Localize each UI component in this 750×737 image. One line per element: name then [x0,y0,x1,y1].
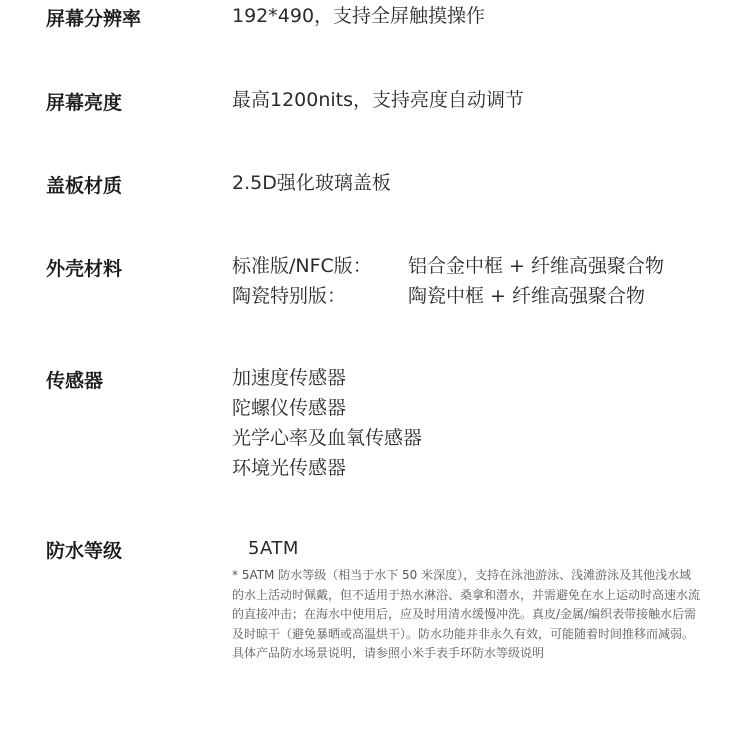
sensor-item: 光学心率及血氧传感器 [232,427,423,449]
shell-line-standard [232,251,664,281]
shell-tag-ceramic: 陶瓷特别版： [232,285,347,307]
spec-value-brightness: 最高1200nits，支持亮度自动调节 [232,89,525,111]
sensor-item: 加速度传感器 [232,367,347,389]
spec-value-sensors [232,363,422,483]
spec-value-resolution: 192*490，支持全屏触摸操作 [232,5,486,27]
spec-value-shell [232,251,664,311]
shell-value-standard: 铝合金中框 + 纤维高强聚合物 [408,255,664,277]
spec-value-cover: 2.5D强化玻璃盖板 [232,172,391,194]
spec-label-resolution: 屏幕分辨率 [46,8,142,30]
spec-label-shell: 外壳材料 [46,258,123,280]
spec-label-brightness: 屏幕亮度 [46,92,123,114]
sensor-item: 陀螺仪传感器 [232,397,347,419]
shell-value-ceramic: 陶瓷中框 + 纤维高强聚合物 [408,285,645,307]
waterproof-footnote: * 5ATM 防水等级（相当于水下 50 米深度），支持在泳池游泳、浅滩游泳及其他浅水域的水上活动时佩戴，但不适用于热水淋浴、桑拿和潜水，并需避免在水上运动时高速水流的直接冲击；在海水中使用后，应及时用清水缓慢冲洗。真皮/金属/编织表带接触水后需及时晾干（避免暴晒或高温烘干）。防水功能并非永久有效，可能随着时间推移而减弱。具体产品防水场景说明，请参照小米手表手环防水等级说明 [232,568,701,660]
shell-tag-standard: 标准版/NFC版： [232,255,372,277]
spec-value-waterproof: 5ATM [248,538,299,559]
spec-label-sensors: 传感器 [46,370,104,392]
sensor-item: 环境光传感器 [232,457,347,479]
spec-label-cover: 盖板材质 [46,175,123,197]
spec-label-waterproof: 防水等级 [46,540,123,562]
shell-line-ceramic [232,281,664,311]
